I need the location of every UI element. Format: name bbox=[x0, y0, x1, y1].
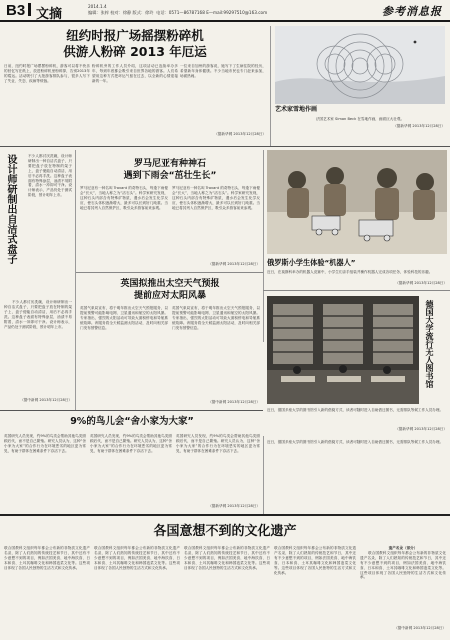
heritage-title: 各国意想不到的文化遗产 bbox=[153, 524, 297, 539]
plate-body: 不少人都讨厌洗碗，设计师研制出一种自洁式盘子，只要把盘子放在特制的架子上，盘子便能自动清洁，用后不必再手洗。这种盘子表面有特殊涂层，油渍不易附着，清水一冲即可干净。设计师表示，产品仍处于测试阶段，预计明年上市。 bbox=[28, 154, 72, 198]
library-photo bbox=[267, 296, 419, 404]
right-misc-column: 近日，德国多座大学的图书馆引入新的借阅方式，读者可随时进入自助借还图书，无需排队等候工作人员办理。 bbox=[267, 440, 444, 444]
robot-caption: 近日，在莫斯科举办的机器人竞赛中，小学生们亲手组装并操作机器人完成各项任务，体验科技的乐趣。 bbox=[267, 270, 433, 274]
bird-title: 9%的鸟儿会“舍小家为大家” bbox=[70, 416, 194, 427]
stone-col-2: 罗马尼亚有一种名叫 Trovant 的奇特石头，每逢下雨便会“长大”，当地人称之为“活石头”。科学家研究发现，这种石头内部含有特殊矿物质，遇水后会发生化学反应，使石头体积逐渐增大，最多可以长到好几吨重。当地已将其列入自然保护区，吸引众多游客前来参观。 bbox=[172, 186, 260, 210]
library-illustration bbox=[267, 296, 419, 404]
space-weather-title: 英国拟推出太空天气预报 提前应对太阳风暴 bbox=[120, 279, 220, 301]
newspaper-brand: 参考消息报 bbox=[382, 5, 442, 18]
bird-col-2: 英国研究人员发现，约9%的鸟类会帮助其他鸟类照顾后代，而不是自己繁殖。研究人员认为，这种“舍小家为大家”的合作行为在环境恶劣的地区更为常见，有助于群体在困难条件下存活下去。 bbox=[90, 434, 172, 453]
robot-title: 俄罗斯小学生体验“机器人” bbox=[267, 258, 356, 267]
art-title: 艺术家雪地作画 bbox=[275, 106, 318, 113]
section-name: 文摘 bbox=[36, 7, 63, 22]
library-title: 德国大学流行无人图书馆 bbox=[425, 300, 434, 388]
plate-title: 设计师研制出自洁式盘子 bbox=[5, 154, 16, 264]
snow-art-photo bbox=[275, 26, 445, 104]
bird-source: （据新华网 2013年12月28日） bbox=[208, 504, 260, 508]
space-weather-source: （据中新网 2013年12月28日） bbox=[208, 400, 260, 404]
snow-art-pattern bbox=[275, 26, 445, 104]
stone-col-1: 罗马尼亚有一种名叫 Trovant 的奇特石头，每逢下雨便会“长大”，当地人称之为“活石头”。科学家研究发现，这种石头内部含有特殊矿物质，遇水后会发生化学反应，使石头体积逐渐增大，最多可以长到好几吨重。当地已将其列入自然保护区，吸引众多游客前来参观。 bbox=[80, 186, 168, 210]
bird-col-3: 英国研究人员发现，约9%的鸟类会帮助其他鸟类照顾后代，而不是自己繁殖。研究人员认为，这种“舍小家为大家”的合作行为在环境恶劣的地区更为常见，有助于群体在困难条件下存活下去。 bbox=[176, 434, 260, 453]
robot-source: （据新华网 2013年12月28日） bbox=[395, 281, 447, 285]
page-number: B3 bbox=[6, 2, 31, 19]
lead-col-2: 粉碎机旁的工作人员介绍，这项活动已连续举办多年，每到年底都会吸引来自世界各地的游客。人们希望用这种方式把坏运气留在过去，以全新的心情迎接新的一年。 bbox=[92, 64, 178, 83]
heritage-col-5: 遗产名录（部分） 联合国教科文组织每年都会公布新的非物质文化遗产名录，除了人们熟知的传统技艺和节日，其中还有不少意想不到的项目，例如法国美食、地中海饮食、日本和食、土耳其咖啡文化和韩国泡菜文化等。这些项目体现了各国人民独特的生活方式和文化传承。 bbox=[360, 546, 446, 580]
library-source: （据新华网 2013年12月28日） bbox=[395, 427, 447, 431]
editor-credits: 编辑：张梓 校对：徐静 版式：徐玲 电话：0571—86787168 E—mail:99297510@163.com bbox=[88, 10, 268, 15]
masthead-meta bbox=[88, 4, 267, 16]
plate-body-cont: 不少人都讨厌洗碗，设计师研制出一种自洁式盘子，只要把盘子放在特制的架子上，盘子便能自动清洁，用后不必再手洗。这种盘子表面有特殊涂层，油渍不易附着，清水一冲即可干净。设计师表示，产品仍处于测试阶段，预计明年上市。 bbox=[4, 300, 72, 329]
lead-col-3: 一位来自加州的游客说，她写下了生病住院的经历，希望新年身体健康。不少当地市民也专门赶来参加，场面热闹。 bbox=[180, 64, 266, 78]
issue-date: 2014.1.4 bbox=[88, 4, 107, 9]
space-weather-col-1: 英国气象局宣布，将于明年推出太空天气预报服务，以提前预警可能影响电网、卫星通讯和航空的太阳风暴。专家指出，强烈的太阳活动可导致大面积停电和导航系统故障。该服务将全天候监测太阳活动，及时向相关部门发布预警信息。 bbox=[80, 306, 168, 330]
robot-kids-photo bbox=[267, 150, 447, 254]
lead-title: 纽约时报广场摇摆粉碎机 供游人粉碎 2013 年厄运 bbox=[63, 28, 207, 59]
lead-source: （据新华网 2013年12月28日） bbox=[214, 132, 266, 136]
page-number-bar bbox=[28, 3, 31, 16]
art-caption: 法国艺术家 Simon Beck 在雪地作画，画面巨大壮观。 bbox=[315, 117, 405, 121]
masthead bbox=[0, 0, 450, 22]
space-weather-col-2: 英国气象局宣布，将于明年推出太空天气预报服务，以提前预警可能影响电网、卫星通讯和航空的太阳风暴。专家指出，强烈的太阳活动可导致大面积停电和导航系统故障。该服务将全天候监测太阳活动，及时向相关部门发布预警信息。 bbox=[172, 306, 260, 330]
heritage-list-title: 遗产名录（部分） bbox=[388, 546, 418, 550]
heritage-col-1: 联合国教科文组织每年都会公布新的非物质文化遗产名录，除了人们熟知的传统技艺和节日，其中还有不少意想不到的项目，例如法国美食、地中海饮食、日本和食、土耳其咖啡文化和韩国泡菜文化等。这些项目体现了各国人民独特的生活方式和文化传承。 bbox=[4, 546, 90, 570]
art-source: （据新华网 2013年12月28日） bbox=[393, 124, 445, 128]
heritage-col-4: 联合国教科文组织每年都会公布新的非物质文化遗产名录，除了人们熟知的传统技艺和节日，其中还有不少意想不到的项目，例如法国美食、地中海饮食、日本和食、土耳其咖啡文化和韩国泡菜文化等。这些项目体现了各国人民独特的生活方式和文化传承。 bbox=[274, 546, 356, 575]
robot-kids-illustration bbox=[267, 150, 447, 254]
lead-col-1: 日前，纽约时报广场摆摆粉碎机，游客可以将不快乐的回忆写在纸上，放进粉碎机里粉碎掉，告别2013年的霉运。活动吸引了大批游客排队参与，很多人写下了失业、失恋、疾病等烦恼。 bbox=[4, 64, 90, 83]
heritage-col-3: 联合国教科文组织每年都会公布新的非物质文化遗产名录，除了人们熟知的传统技艺和节日，其中还有不少意想不到的项目，例如法国美食、地中海饮食、日本和食、土耳其咖啡文化和韩国泡菜文化等。这些项目体现了各国人民独特的生活方式和文化传承。 bbox=[184, 546, 270, 570]
heritage-col-2: 联合国教科文组织每年都会公布新的非物质文化遗产名录，除了人们熟知的传统技艺和节日，其中还有不少意想不到的项目，例如法国美食、地中海饮食、日本和食、土耳其咖啡文化和韩国泡菜文化等。这些项目体现了各国人民独特的生活方式和文化传承。 bbox=[94, 546, 180, 570]
bird-col-1: 英国研究人员发现，约9%的鸟类会帮助其他鸟类照顾后代，而不是自己繁殖。研究人员认为，这种“舍小家为大家”的合作行为在环境恶劣的地区更为常见，有助于群体在困难条件下存活下去。 bbox=[4, 434, 86, 453]
stone-source: （据新华网 2013年12月28日） bbox=[208, 262, 260, 266]
library-caption: 近日，德国多座大学的图书馆引入新的借阅方式，读者可随时进入自助借还图书，无需排队等候工作人员办理。 bbox=[267, 408, 444, 412]
plate-source: （据中新网 2013年12月28日） bbox=[20, 398, 72, 402]
heritage-source: （据中新网 2013年12月28日） bbox=[394, 626, 446, 630]
stone-title: 罗马尼亚有种神石 遇到下雨会“茁壮生长” bbox=[123, 159, 217, 181]
